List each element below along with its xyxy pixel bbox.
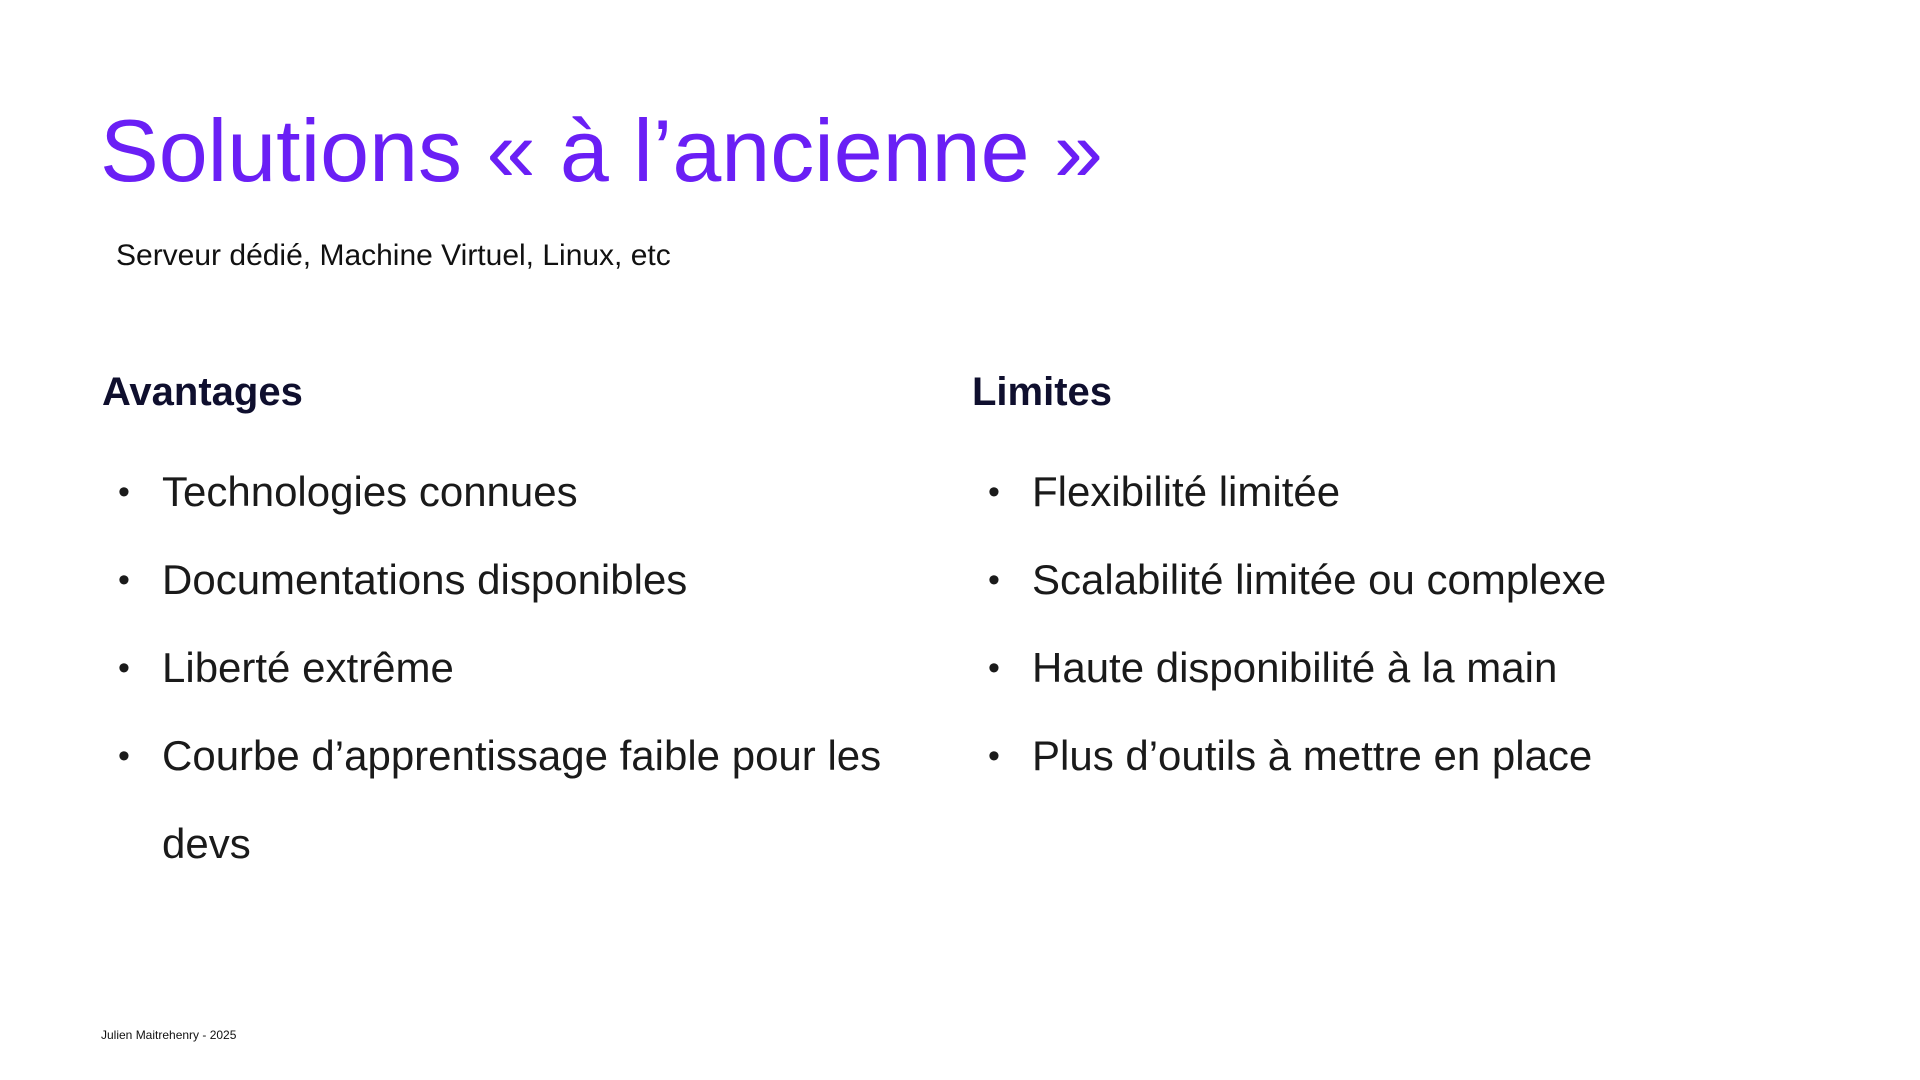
limits-list	[972, 448, 1772, 800]
bullet-icon: •	[988, 561, 1000, 599]
list-item	[102, 624, 902, 712]
limits-heading: Limites	[972, 370, 1113, 414]
list-item-text: Courbe d’apprentissage faible pour les devs	[162, 732, 882, 867]
advantages-column	[102, 362, 902, 888]
bullet-icon: •	[988, 473, 1000, 511]
bullet-icon: •	[118, 561, 130, 599]
bullet-icon: •	[118, 473, 130, 511]
list-item-text: Documentations disponibles	[162, 556, 688, 603]
advantages-heading: Avantages	[102, 370, 303, 414]
list-item	[102, 448, 902, 536]
list-item	[972, 712, 1772, 800]
slide-subtitle: Serveur dédié, Machine Virtuel, Linux, etc	[116, 239, 671, 272]
list-item	[972, 448, 1772, 536]
bullet-icon: •	[118, 649, 130, 687]
list-item	[102, 536, 902, 624]
bullet-icon: •	[118, 737, 130, 775]
footer-credit: Julien Maitrehenry - 2025	[101, 1028, 237, 1042]
list-item-text: Scalabilité limitée ou complexe	[1032, 556, 1607, 603]
list-item-text: Flexibilité limitée	[1032, 468, 1341, 515]
slide-title: Solutions « à l’ancienne »	[100, 101, 1103, 200]
limits-column	[972, 362, 1772, 800]
list-item	[972, 536, 1772, 624]
list-item-text: Haute disponibilité à la main	[1032, 644, 1558, 691]
list-item	[102, 712, 902, 888]
list-item-text: Technologies connues	[162, 468, 578, 515]
list-item-text: Liberté extrême	[162, 644, 454, 691]
list-item	[972, 624, 1772, 712]
bullet-icon: •	[988, 649, 1000, 687]
bullet-icon: •	[988, 737, 1000, 775]
advantages-list	[102, 448, 902, 888]
list-item-text: Plus d’outils à mettre en place	[1032, 732, 1593, 779]
